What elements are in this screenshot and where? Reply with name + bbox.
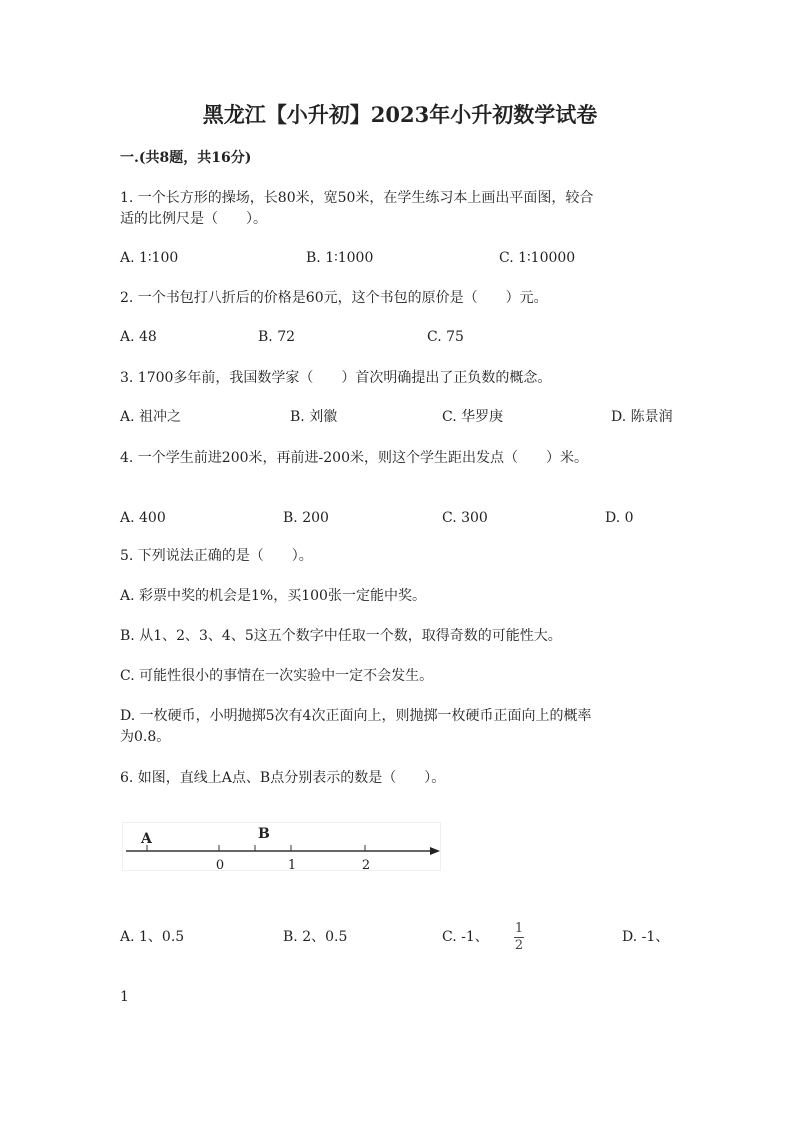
question-5-option-d-cont: 为0.8。 (120, 729, 171, 745)
section-heading: 一.(共8题，共16分) (120, 150, 252, 166)
fraction-numerator: 1 (514, 921, 524, 936)
question-2-option-c: C. 75 (427, 329, 464, 345)
question-4-option-b: B. 200 (283, 510, 329, 526)
question-2-option-a: A. 48 (120, 329, 157, 345)
question-1-option-b: B. 1∶1000 (306, 250, 374, 266)
question-3-option-a: A. 祖冲之 (120, 409, 182, 425)
tick-label-2: 2 (361, 858, 371, 872)
question-6-option-a: A. 1、0.5 (120, 929, 185, 945)
question-2-option-b: B. 72 (258, 329, 296, 345)
question-1-stem: 适的比例尺是（ ）。 (120, 211, 267, 227)
page-number: 1 (120, 989, 129, 1005)
question-4-stem: 4. 一个学生前进200米，再前进-200米，则这个学生距出发点（ ）米。 (120, 450, 588, 466)
fraction-one-half (514, 922, 524, 953)
question-6-option-c: C. -1、 (442, 929, 489, 945)
point-a-label: A (141, 831, 152, 847)
tick-label-1: 1 (287, 858, 297, 872)
question-4-option-d: D. 0 (605, 510, 634, 526)
question-5-option-d: D. 一枚硬币，小明抛掷5次有4次正面向上，则抛掷一枚硬币正面向上的概率 (120, 708, 592, 724)
question-3-option-d: D. 陈景润 (611, 409, 673, 425)
question-3-option-b: B. 刘徽 (290, 409, 338, 425)
question-5-option-c: C. 可能性很小的事情在一次实验中一定不会发生。 (120, 668, 434, 684)
question-6-option-d: D. -1、 (622, 929, 670, 945)
question-4-option-c: C. 300 (442, 510, 488, 526)
question-4-option-a: A. 400 (120, 510, 166, 526)
question-6-option-b: B. 2、0.5 (283, 929, 348, 945)
question-1-option-c: C. 1∶10000 (499, 250, 576, 266)
question-6-stem: 6. 如图，直线上A点、B点分别表示的数是（ ）。 (120, 770, 446, 786)
number-line-diagram (122, 822, 442, 872)
point-b-label: B (258, 826, 270, 842)
fraction-denominator: 2 (514, 938, 524, 953)
question-1-option-a: A. 1∶100 (120, 250, 179, 266)
question-3-option-c: C. 华罗庚 (442, 409, 504, 425)
page-title: 黑龙江【小升初】2023年小升初数学试卷 (202, 102, 598, 127)
question-5-stem: 5. 下列说法正确的是（ ）。 (120, 548, 313, 564)
tick-label-0: 0 (215, 858, 225, 872)
question-2-stem: 2. 一个书包打八折后的价格是60元，这个书包的原价是（ ）元。 (120, 290, 548, 306)
question-3-stem: 3. 1700多年前，我国数学家（ ）首次明确提出了正负数的概念。 (120, 370, 552, 386)
question-1-stem: 1. 一个长方形的操场，长80米，宽50米，在学生练习本上画出平面图，较合 (120, 190, 594, 206)
question-5-option-b: B. 从1、2、3、4、5这五个数字中任取一个数，取得奇数的可能性大。 (120, 628, 562, 644)
question-5-option-a: A. 彩票中奖的机会是1%，买100张一定能中奖。 (120, 588, 426, 604)
